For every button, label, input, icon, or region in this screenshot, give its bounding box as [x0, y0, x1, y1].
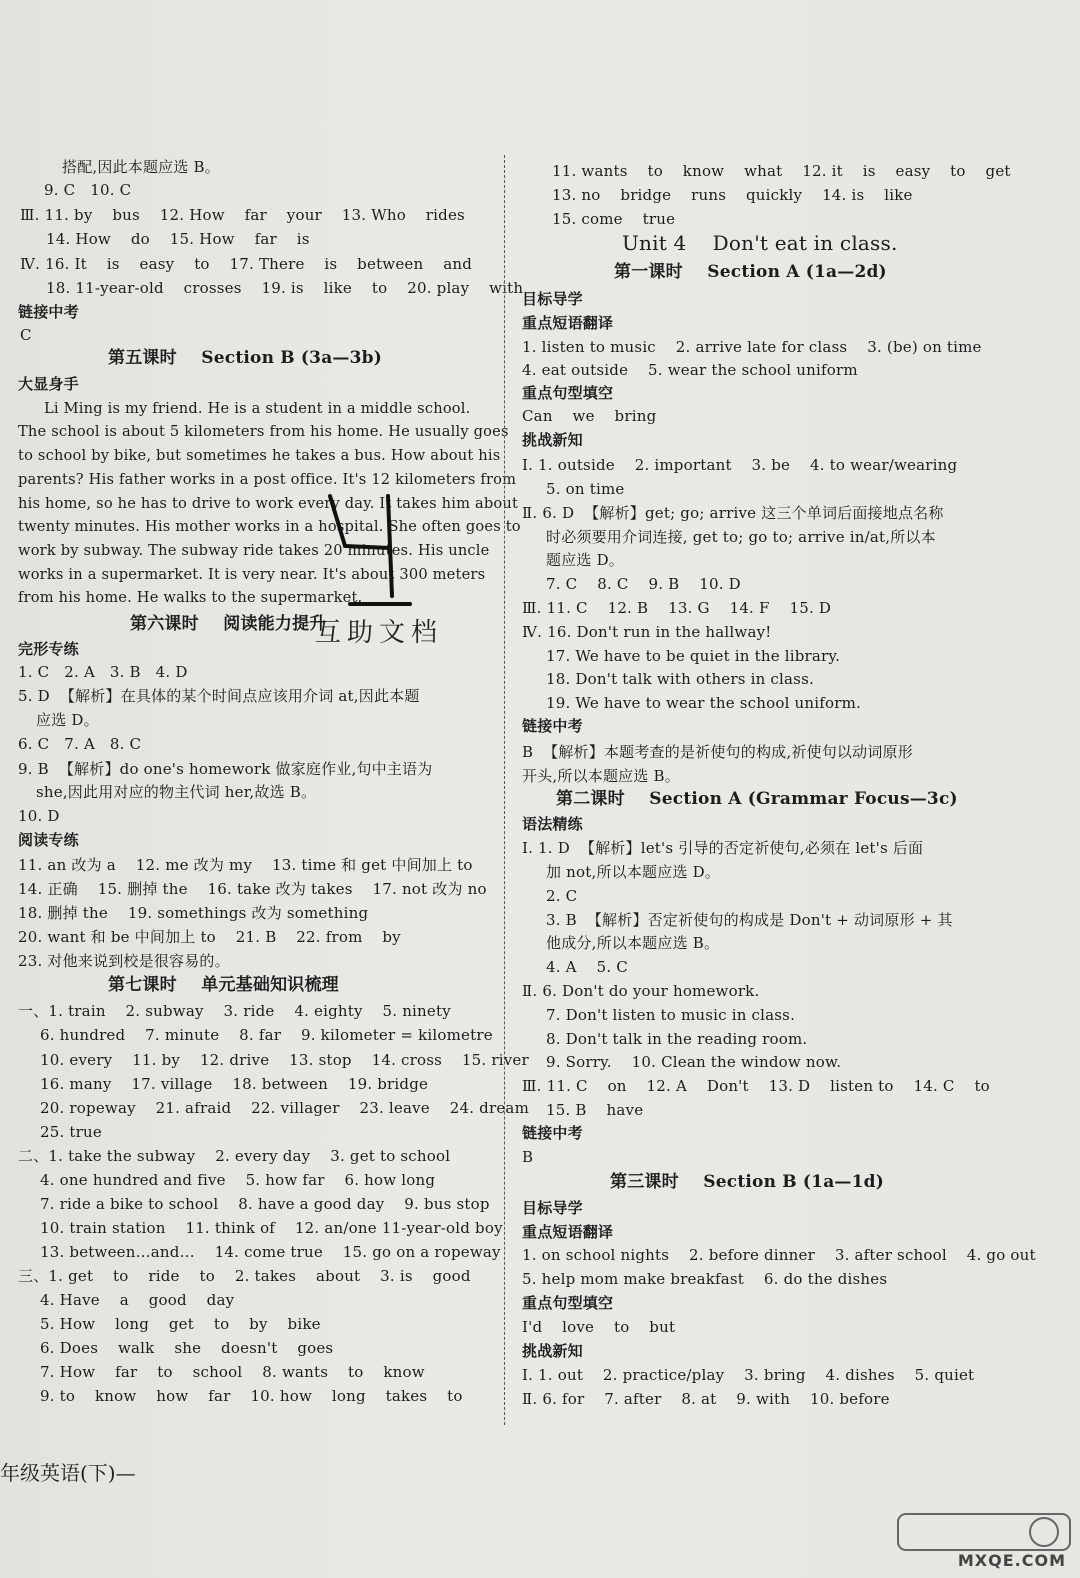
text-line: Li Ming is my friend. He is a student in a middle school. — [44, 400, 471, 417]
text-line: The school is about 5 kilometers from his home. He usually goes — [18, 423, 509, 440]
text-line: 三、1. get to ride to 2. takes about 3. is good — [18, 1267, 471, 1285]
text-line: 应选 D。 — [36, 711, 99, 729]
section-label: 目标导学 — [522, 290, 583, 308]
section-label: 链接中考 — [18, 303, 79, 321]
text-line: 20. ropeway 21. afraid 22. villager 23. leave 24. dream — [40, 1099, 529, 1117]
text-line: 14. How do 15. How far is — [46, 230, 310, 248]
text-line: 7. ride a bike to school 8. have a good day 9. bus stop — [40, 1195, 490, 1213]
text-line: Ⅱ. 6. for 7. after 8. at 9. with 10. before — [522, 1390, 890, 1408]
section-title: 第三课时 Section B (1a—1d) — [610, 1172, 884, 1192]
section-label: 阅读专练 — [18, 831, 79, 849]
text-line: Ⅱ. 6. Don't do your homework. — [522, 982, 760, 1000]
text-line: Ⅳ. 16. It is easy to 17. There is between and — [20, 255, 473, 273]
section-title: 第二课时 Section A (Grammar Focus—3c) — [556, 789, 958, 809]
text-line: 1. on school nights 2. before dinner 3. after school 4. go out — [522, 1246, 1036, 1264]
text-line: 14. 正确 15. 删掉 the 16. take 改为 takes 17. not 改为 no — [18, 880, 487, 898]
text-line: Ⅰ. 1. D 【解析】let's 引导的否定祈使句,必须在 let's 后面 — [522, 839, 924, 857]
text-line: his home, so he has to drive to work every day. It takes him about — [18, 495, 519, 512]
text-line: 10. every 11. by 12. drive 13. stop 14. cross 15. river — [40, 1051, 529, 1069]
section-label: 语法精练 — [522, 815, 583, 833]
text-line: 搭配,因此本题应选 B。 — [62, 158, 220, 176]
handwritten-mark-icon — [300, 486, 420, 616]
section-title: 第五课时 Section B (3a—3b) — [108, 348, 382, 368]
text-line: 5. help mom make breakfast 6. do the dishes — [522, 1270, 888, 1288]
text-line: 4. A 5. C — [546, 958, 628, 976]
text-line: 4. one hundred and five 5. how far 6. how long — [40, 1171, 436, 1189]
text-line: 8. Don't talk in the reading room. — [546, 1030, 808, 1048]
text-line: 18. 删掉 the 19. somethings 改为 something — [18, 904, 369, 922]
text-line: 7. Don't listen to music in class. — [546, 1006, 796, 1024]
section-title: 第六课时 阅读能力提升 — [130, 614, 327, 634]
text-line: 18. Don't talk with others in class. — [546, 670, 814, 688]
text-line: 3. B 【解析】否定祈使句的构成是 Don't + 动词原形 + 其 — [546, 911, 953, 929]
text-line: 7. How far to school 8. wants to know — [40, 1363, 425, 1381]
text-line: 5. D 【解析】在具体的某个时间点应该用介词 at,因此本题 — [18, 687, 420, 705]
text-line: 9. C 10. C — [44, 181, 132, 199]
text-line: work by subway. The subway ride takes 20 minutes. His uncle — [18, 542, 490, 559]
section-label: 重点短语翻译 — [522, 314, 614, 332]
text-line: 时必须要用介词连接, get to; go to; arrive in/at,所以本 — [546, 528, 936, 546]
section-label: 重点短语翻译 — [522, 1223, 614, 1241]
section-label: 挑战新知 — [522, 1342, 583, 1360]
text-line: Can we bring — [522, 407, 657, 425]
text-line: 13. between…and… 14. come true 15. go on a ropeway — [40, 1243, 501, 1261]
text-line: 4. eat outside 5. wear the school uniform — [522, 361, 858, 379]
column-divider — [504, 155, 505, 1425]
text-line: 13. no bridge runs quickly 14. is like — [552, 186, 913, 204]
text-line: 一、1. train 2. subway 3. ride 4. eighty 5. ninety — [18, 1002, 451, 1020]
text-line: 19. We have to wear the school uniform. — [546, 694, 861, 712]
text-line: Ⅱ. 6. D 【解析】get; go; arrive 这三个单词后面接地点名称 — [522, 504, 944, 522]
text-line: 5. on time — [546, 480, 625, 498]
text-line: 二、1. take the subway 2. every day 3. get to school — [18, 1147, 451, 1165]
section-label: 链接中考 — [522, 717, 583, 735]
section-label: 挑战新知 — [522, 431, 583, 449]
text-line: Ⅲ. 11. C 12. B 13. G 14. F 15. D — [522, 599, 832, 617]
section-label: 目标导学 — [522, 1199, 583, 1217]
text-line: 15. B have — [546, 1101, 644, 1119]
text-line: B — [522, 1148, 534, 1166]
text-line: 6. Does walk she doesn't goes — [40, 1339, 334, 1357]
text-line: 1. listen to music 2. arrive late for class 3. (be) on time — [522, 338, 982, 356]
text-line: to school by bike, but sometimes he takes a bus. How about his — [18, 447, 501, 464]
text-line: Ⅲ. 11. by bus 12. How far your 13. Who rides — [20, 206, 465, 224]
text-line: 7. C 8. C 9. B 10. D — [546, 575, 741, 593]
text-line: 15. come true — [552, 210, 676, 228]
text-line: parents? His father works in a post office. It's 12 kilometers from — [18, 471, 517, 488]
text-line: 10. train station 11. think of 12. an/one 11-year-old boy — [40, 1219, 503, 1237]
text-line: I'd love to but — [522, 1318, 676, 1336]
text-line: Ⅳ. 16. Don't run in the hallway! — [522, 623, 772, 641]
text-line: 4. Have a good day — [40, 1291, 235, 1309]
text-line: 9. to know how far 10. how long takes to — [40, 1387, 463, 1405]
text-line: 9. Sorry. 10. Clean the window now. — [546, 1053, 842, 1071]
text-line: 题应选 D。 — [546, 551, 624, 569]
section-label: 大显身手 — [18, 375, 79, 393]
site-logo-text: MXQE.COM — [957, 1551, 1066, 1570]
text-line: 18. 11-year-old crosses 19. is like to 20. play with — [46, 279, 524, 297]
section-title: 第七课时 单元基础知识梳理 — [108, 975, 339, 995]
text-line: 17. We have to be quiet in the library. — [546, 647, 841, 665]
text-line: B 【解析】本题考查的是祈使句的构成,祈使句以动词原形 — [522, 743, 913, 761]
section-label: 完形专练 — [18, 640, 79, 658]
text-line: 2. C — [546, 887, 578, 905]
text-line: 6. hundred 7. minute 8. far 9. kilometer = kilometre — [40, 1026, 493, 1044]
text-line: 1. C 2. A 3. B 4. D — [18, 663, 188, 681]
text-line: from his home. He walks to the supermarket. — [18, 589, 363, 606]
text-line: Ⅰ. 1. out 2. practice/play 3. bring 4. dishes 5. quiet — [522, 1366, 975, 1384]
text-line: C — [20, 326, 32, 344]
section-label: 链接中考 — [522, 1124, 583, 1142]
section-label: 重点句型填空 — [522, 384, 614, 402]
section-title: Unit 4 Don't eat in class. — [622, 231, 898, 255]
text-line: 10. D — [18, 807, 60, 825]
text-line: twenty minutes. His mother works in a hospital. She often goes to — [18, 518, 521, 535]
text-line: works in a supermarket. It is very near. It's about 300 meters — [18, 566, 486, 583]
section-title: 第一课时 Section A (1a—2d) — [614, 262, 887, 282]
text-line: 11. an 改为 a 12. me 改为 my 13. time 和 get 中间加上 to — [18, 856, 473, 874]
watermark-text: 互助文档 — [315, 618, 444, 648]
text-line: 他成分,所以本题应选 B。 — [546, 934, 720, 952]
text-line: 25. true — [40, 1123, 102, 1141]
text-line: Ⅰ. 1. outside 2. important 3. be 4. to wear/wearing — [522, 456, 958, 474]
text-line: 11. wants to know what 12. it is easy to get — [552, 162, 1011, 180]
footer-title: 年级英语(下)— — [0, 1461, 136, 1485]
text-line: 6. C 7. A 8. C — [18, 735, 142, 753]
text-line: she,因此用对应的物主代词 her,故选 B。 — [36, 783, 317, 801]
text-line: 9. B 【解析】do one's homework 做家庭作业,句中主语为 — [18, 760, 433, 778]
text-line: 开头,所以本题应选 B。 — [522, 767, 680, 785]
text-line: 16. many 17. village 18. between 19. bridge — [40, 1075, 429, 1093]
text-line: 23. 对他来说到校是很容易的。 — [18, 952, 230, 970]
text-line: Ⅲ. 11. C on 12. A Don't 13. D listen to 14. C to — [522, 1077, 990, 1095]
text-line: 5. How long get to by bike — [40, 1315, 321, 1333]
text-line: 20. want 和 be 中间加上 to 21. B 22. from by — [18, 928, 401, 946]
section-label: 重点句型填空 — [522, 1294, 614, 1312]
text-line: 加 not,所以本题应选 D。 — [546, 863, 721, 881]
